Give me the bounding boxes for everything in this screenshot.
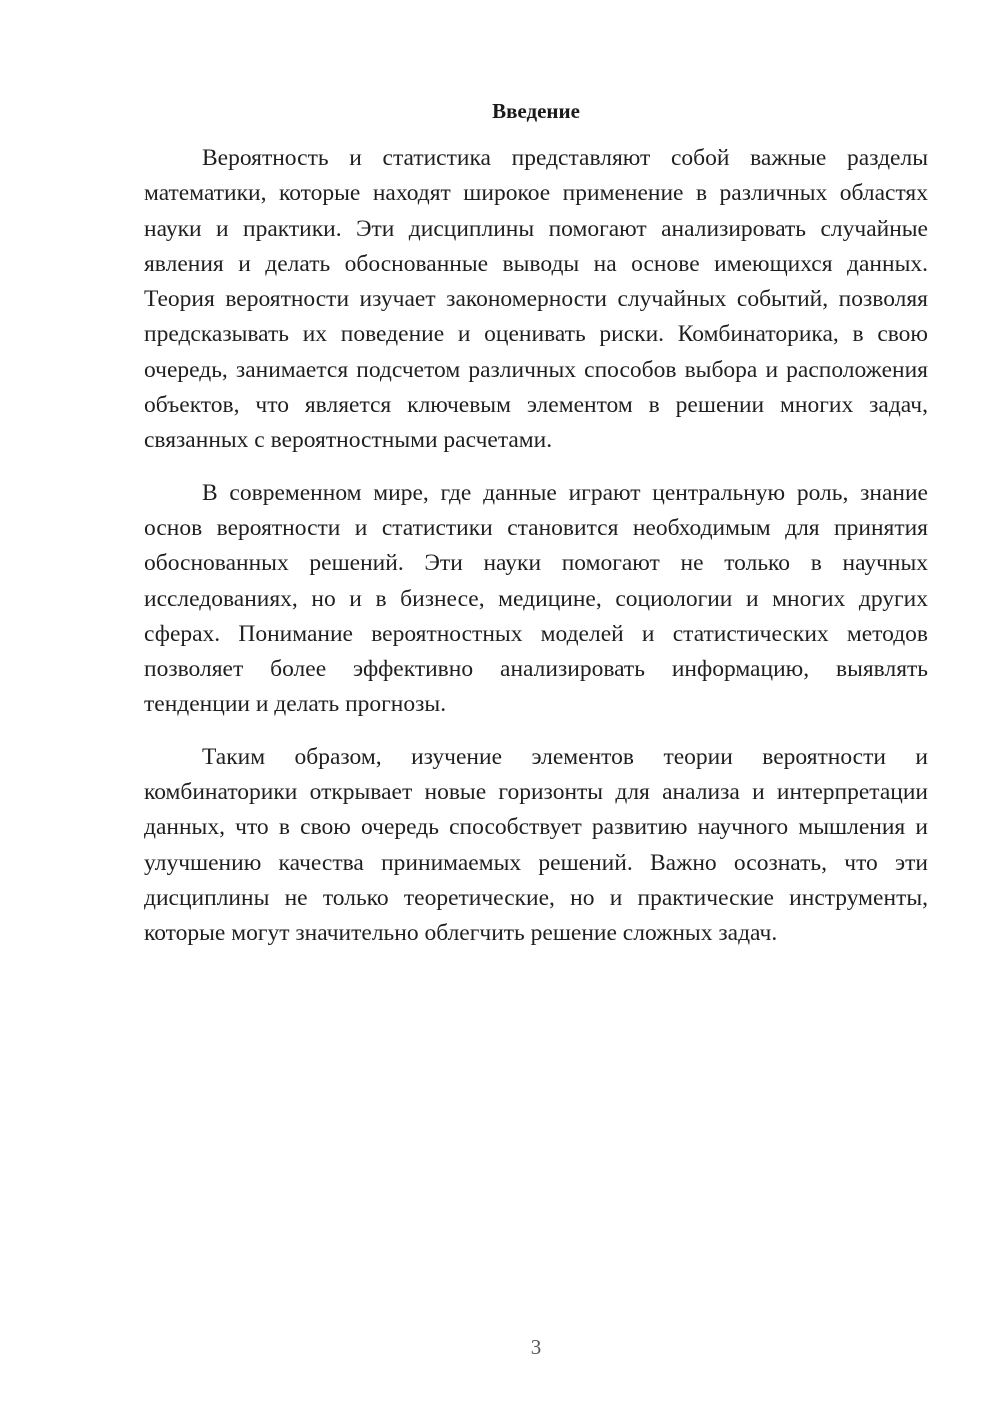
section-heading: Введение: [492, 99, 580, 123]
paragraph-1: Вероятность и статистика представляют собой важные разделы математики, которые находят широкое применение в различных областях науки и практики. Эти дисциплины помогают анализировать случайные явления и делать обоснованные выводы на основе имеющихся данных. Теория вероятности изучает закономерности случайных событий, позволяя предсказывать их поведение и оценивать риски. Комбинаторика, в свою очередь, занимается подсчетом различных способов выбора и расположения объектов, что является ключевым элементом в решении многих задач, связанных с вероятностными расчетами.: [144, 145, 928, 454]
paragraph-3: Таким образом, изучение элементов теории вероятности и комбинаторики открывает новые горизонты для анализа и интерпретации данных, что в свою очередь способствует развитию научного мышления и улучшению качества принимаемых решений. Важно осознать, что эти дисциплины не только теоретические, но и практические инструменты, которые могут значительно облегчить решение сложных задач.: [144, 743, 928, 947]
paragraph-2: В современном мире, где данные играют центральную роль, знание основ вероятности и статистики становится необходимым для принятия обоснованных решений. Эти науки помогают не только в научных исследованиях, но и в бизнесе, медицине, социологии и многих других сферах. Понимание вероятностных моделей и статистических методов позволяет более эффективно анализировать информацию, выявлять тенденции и делать прогнозы.: [144, 479, 928, 718]
page-number: 3: [530, 1335, 542, 1359]
section-body: [144, 141, 928, 969]
